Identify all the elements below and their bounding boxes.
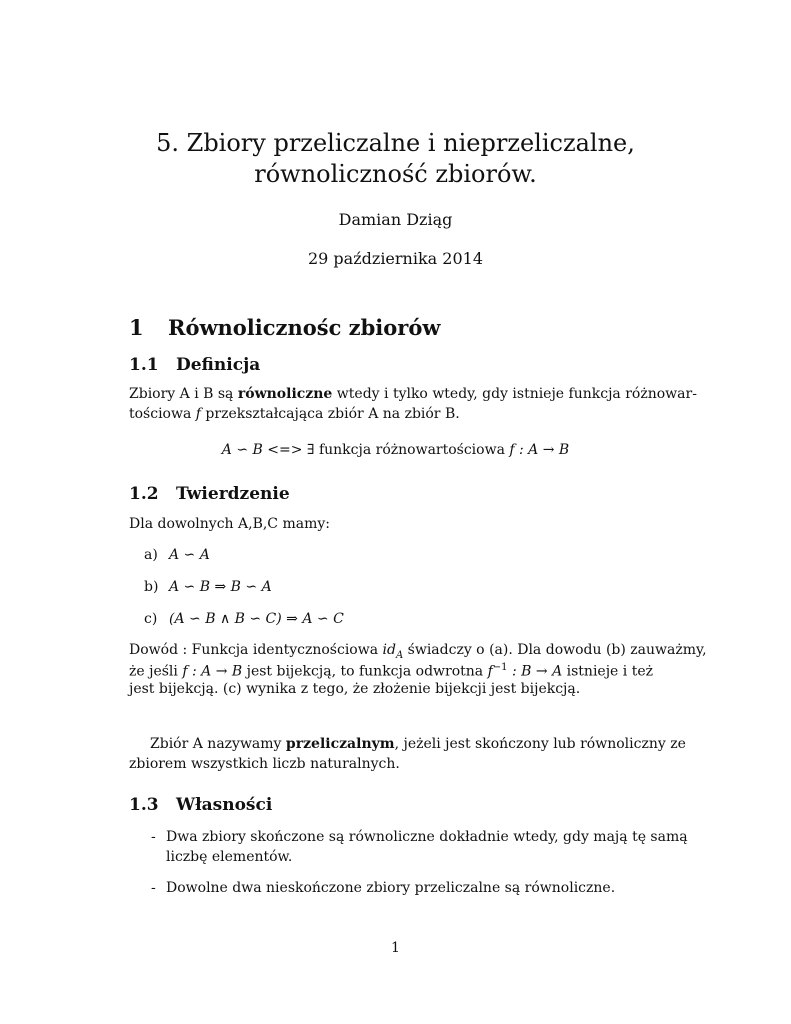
title-line-2: równoliczność zbiorów. bbox=[254, 160, 537, 188]
page-number: 1 bbox=[391, 940, 400, 956]
subsection-title: Twierdzenie bbox=[176, 484, 290, 504]
item-expression: (A ∽ B ∧ B ∽ C) ⇒ A ∽ C bbox=[169, 611, 344, 627]
proof-text-3: że jeśli bbox=[129, 663, 183, 680]
item-label: c) bbox=[144, 611, 158, 627]
function-map: f : A → B bbox=[182, 663, 243, 680]
definition-equation bbox=[0, 442, 791, 458]
property-text: Dwa zbiory skończone są równoliczne dokładnie wtedy, gdy mają tę samą bbox=[166, 829, 688, 845]
equation-middle: <=> ∃ funkcja różnowartościowa bbox=[262, 442, 510, 458]
property-item-2 bbox=[151, 880, 615, 896]
definition-text-4: przekształcająca zbiór A na zbiór B. bbox=[200, 406, 460, 422]
item-label: a) bbox=[144, 547, 158, 563]
subsection-title: Definicja bbox=[176, 355, 261, 375]
author-name: Damian Dziąg bbox=[338, 210, 453, 229]
countable-term: przeliczalnym bbox=[285, 736, 395, 752]
item-expression: A ∽ A bbox=[169, 547, 210, 563]
subsection-number: 1.1 bbox=[129, 355, 159, 375]
proof-text: Dowód : Funkcja identycznościowa bbox=[129, 642, 383, 658]
title-line-1: 5. Zbiory przeliczalne i nieprzeliczalne, bbox=[156, 129, 635, 157]
subsection-number: 1.2 bbox=[129, 484, 159, 504]
property-item-1 bbox=[151, 829, 688, 845]
subsection-number: 1.3 bbox=[129, 795, 159, 815]
countable-text-2: , jeżeli jest skończony lub równoliczny ze bbox=[394, 736, 686, 752]
definition-text-3: tościowa bbox=[129, 406, 196, 422]
definition-text-2: wtedy i tylko wtedy, gdy istnieje funkcja różnowar- bbox=[332, 386, 697, 402]
subsection-1-2-heading bbox=[129, 484, 290, 504]
list-dash: - bbox=[151, 829, 156, 845]
countable-definition-line-1 bbox=[150, 736, 686, 752]
subsection-1-1-heading bbox=[129, 355, 260, 375]
list-dash: - bbox=[151, 880, 156, 896]
property-text: Dowolne dwa nieskończone zbiory przeliczalne są równoliczne. bbox=[166, 880, 616, 896]
proof-line-2 bbox=[129, 662, 653, 680]
theorem-intro: Dla dowolnych A,B,C mamy: bbox=[129, 516, 330, 532]
section-title: Równolicznośc zbiorów bbox=[168, 315, 441, 340]
proof-text-2: świadczy o (a). Dla dowodu (b) zauważmy, bbox=[403, 642, 707, 658]
definition-line-1 bbox=[129, 386, 697, 402]
item-expression: A ∽ B ⇒ B ∽ A bbox=[169, 579, 272, 595]
function-symbol: f bbox=[195, 406, 201, 422]
proof-line-3: jest bijekcją. (c) wynika z tego, że złożenie bijekcji jest bijekcją. bbox=[129, 681, 581, 697]
theorem-item-a bbox=[144, 547, 210, 563]
proof-text-4: jest bijekcją, to funkcja odwrotna bbox=[242, 663, 488, 680]
definition-text: Zbiory A i B są bbox=[129, 386, 238, 402]
section-number: 1 bbox=[129, 315, 144, 340]
definition-term: równoliczne bbox=[237, 386, 333, 402]
item-label: b) bbox=[144, 579, 159, 595]
author bbox=[0, 212, 791, 228]
inverse-map: : B → A bbox=[507, 663, 563, 680]
section-1-heading bbox=[129, 315, 440, 340]
equation-lhs: A ∽ B bbox=[221, 442, 263, 458]
property-item-1-continued: liczbę elementów. bbox=[166, 849, 293, 865]
equation-rhs: f : A → B bbox=[509, 442, 570, 458]
date-text: 29 października 2014 bbox=[307, 249, 484, 268]
inverse-exponent: −1 bbox=[492, 662, 508, 673]
countable-definition-line-2: zbiorem wszystkich liczb naturalnych. bbox=[129, 756, 400, 772]
inverse-function: f bbox=[487, 663, 493, 680]
identity-symbol: id bbox=[382, 642, 396, 658]
definition-line-2 bbox=[129, 406, 460, 422]
identity-subscript: A bbox=[395, 649, 404, 661]
subsection-title: Własności bbox=[176, 795, 273, 815]
subsection-1-3-heading bbox=[129, 795, 272, 815]
theorem-item-c bbox=[144, 611, 344, 627]
proof-text-5: istnieje i też bbox=[562, 663, 653, 680]
theorem-item-b bbox=[144, 579, 272, 595]
countable-text: Zbiór A nazywamy bbox=[150, 736, 286, 752]
document-title bbox=[0, 128, 791, 190]
date bbox=[0, 251, 791, 267]
proof-line-1 bbox=[129, 642, 707, 661]
